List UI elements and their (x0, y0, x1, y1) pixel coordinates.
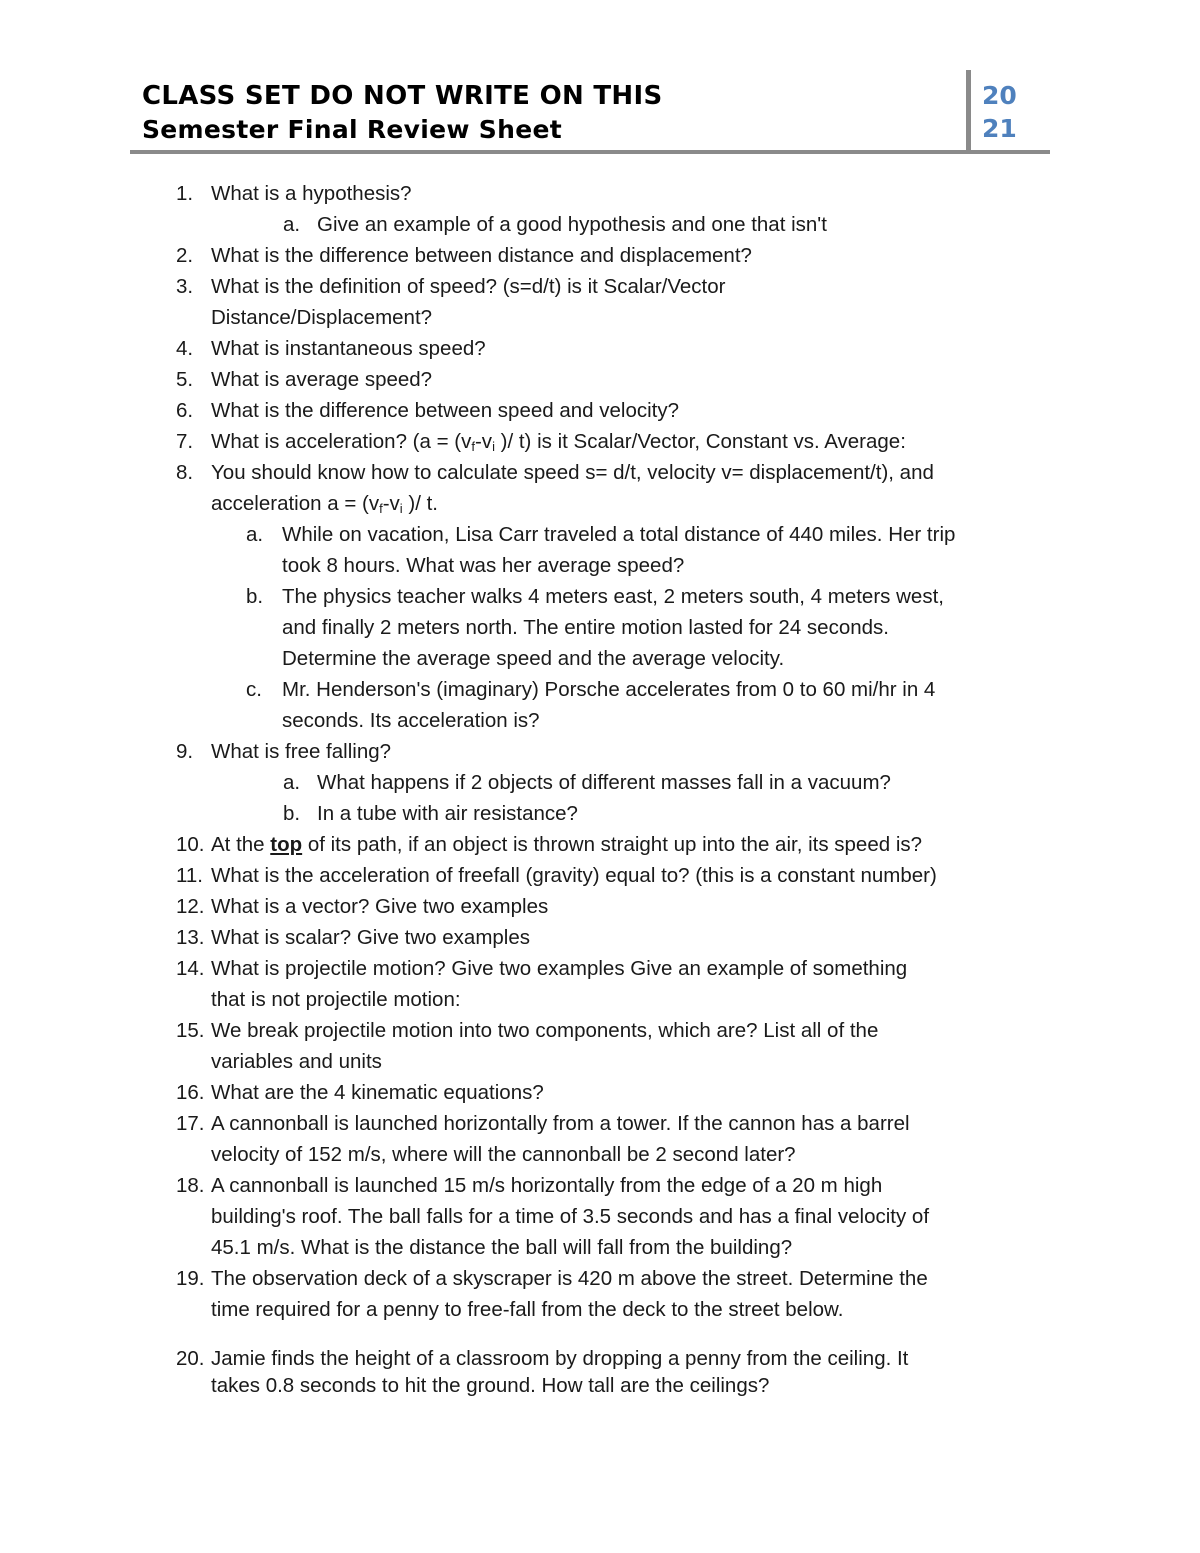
question-text: What is the difference between speed and velocity? (211, 399, 679, 422)
question-number: 2. (176, 244, 194, 267)
question-text-line: building's roof. The ball falls for a time of 3.5 seconds and has a final velocity of (211, 1205, 930, 1228)
question-10 (0, 829, 1200, 860)
question-14 (0, 953, 1200, 1015)
question-3 (0, 271, 1200, 333)
question-text-line: The observation deck of a skyscraper is 420 m above the street. Determine the (211, 1267, 928, 1290)
question-number: 9. (176, 740, 194, 763)
question-text: What is the difference between distance and displacement? (211, 244, 752, 267)
question-11 (0, 860, 1200, 891)
text-part: -v (474, 430, 493, 453)
sub-question-line: Determine the average speed and the average velocity. (282, 647, 785, 670)
question-text: What is a vector? Give two examples (211, 895, 549, 918)
question-number: 19. (176, 1267, 205, 1290)
sub-question-text: In a tube with air resistance? (317, 802, 578, 825)
question-20 (0, 1345, 1200, 1399)
sub-letter: c. (246, 678, 262, 701)
document-title: CLASS SET DO NOT WRITE ON THIS (142, 81, 663, 111)
sub-question-line: The physics teacher walks 4 meters east, 2 meters south, 4 meters west, (282, 585, 944, 608)
question-text-line: What is the definition of speed? (s=d/t) is it Scalar/Vector (211, 275, 726, 298)
question-12 (0, 891, 1200, 922)
question-number: 10. (176, 833, 205, 856)
question-7 (0, 426, 1200, 457)
question-number: 1. (176, 182, 194, 205)
sub-question-line: took 8 hours. What was her average speed? (282, 554, 685, 577)
question-8b (0, 581, 1072, 674)
document-subtitle: Semester Final Review Sheet (142, 115, 562, 144)
question-text: What is scalar? Give two examples (211, 926, 531, 949)
question-number: 6. (176, 399, 194, 422)
subscript-f: f (379, 501, 383, 516)
question-text-line: 45.1 m/s. What is the distance the ball will fall from the building? (211, 1236, 793, 1259)
question-17 (0, 1108, 1200, 1170)
question-text-line: time required for a penny to free-fall from the deck to the street below. (211, 1298, 844, 1321)
question-18 (0, 1170, 1200, 1263)
header-titles (142, 80, 663, 146)
question-number: 3. (176, 275, 194, 298)
spacer (0, 1325, 1200, 1345)
question-text-line: A cannonball is launched horizontally from a tower. If the cannon has a barrel (211, 1112, 910, 1135)
text-part: -v (382, 492, 400, 515)
question-text-line: velocity of 152 m/s, where will the cannonball be 2 second later? (211, 1143, 796, 1166)
question-9a (0, 767, 1200, 798)
question-text-line: A cannonball is launched 15 m/s horizontally from the edge of a 20 m high (211, 1174, 883, 1197)
question-text: What is a hypothesis? (211, 182, 412, 205)
question-4 (0, 333, 1200, 364)
question-number: 5. (176, 368, 194, 391)
question-text-line (211, 488, 1200, 519)
question-text-line: variables and units (211, 1050, 382, 1073)
question-13 (0, 922, 1200, 953)
question-text-line: that is not projectile motion: (211, 988, 461, 1011)
text-part: At the (211, 833, 271, 856)
header-divider (966, 70, 971, 154)
question-number: 16. (176, 1081, 205, 1104)
emphasized-word: top (270, 833, 303, 856)
sub-letter: b. (283, 802, 301, 825)
question-number: 4. (176, 337, 194, 360)
question-8c (0, 674, 1072, 736)
sub-question-line: Mr. Henderson's (imaginary) Porsche accelerates from 0 to 60 mi/hr in 4 (282, 678, 936, 701)
question-5 (0, 364, 1200, 395)
question-text: What is free falling? (211, 740, 392, 763)
text-part: acceleration a = (v (211, 492, 380, 515)
sub-letter: a. (283, 771, 301, 794)
question-list (0, 178, 1200, 1399)
question-number: 17. (176, 1112, 205, 1135)
question-number: 14. (176, 957, 205, 980)
question-text-line: Distance/Displacement? (211, 306, 433, 329)
text-part: )/ t. (402, 492, 438, 515)
sub-question-line: seconds. Its acceleration is? (282, 709, 540, 732)
question-text: What is the acceleration of freefall (gravity) equal to? (this is a constant number) (211, 864, 937, 887)
question-8 (0, 457, 1200, 519)
text-part: What is acceleration? (a = (v (211, 430, 472, 453)
text-part: )/ t) is it Scalar/Vector, Constant vs. Average: (494, 430, 906, 453)
question-number: 18. (176, 1174, 205, 1197)
sub-letter: b. (246, 585, 264, 608)
question-text (211, 829, 1200, 860)
question-number: 11. (176, 864, 203, 887)
question-9 (0, 736, 1200, 767)
subscript-f: f (471, 439, 475, 454)
question-text: What is instantaneous speed? (211, 337, 486, 360)
question-text-line: We break projectile motion into two components, which are? List all of the (211, 1019, 879, 1042)
question-15 (0, 1015, 1200, 1077)
document-header (130, 70, 1050, 154)
sub-question-text: Give an example of a good hypothesis and one that isn't (317, 213, 827, 236)
year-top: 20 (982, 81, 1017, 110)
question-19 (0, 1263, 1200, 1325)
question-1 (0, 178, 1200, 209)
subscript-i: i (399, 501, 403, 516)
question-text: What is average speed? (211, 368, 433, 391)
question-number: 8. (176, 461, 194, 484)
subscript-i: i (492, 439, 495, 454)
question-text-line: Jamie finds the height of a classroom by dropping a penny from the ceiling. It (211, 1347, 909, 1370)
question-text-line: You should know how to calculate speed s= d/t, velocity v= displacement/t), and (211, 461, 934, 484)
header-year (982, 79, 1017, 145)
question-text: What are the 4 kinematic equations? (211, 1081, 544, 1104)
sub-letter: a. (246, 523, 264, 546)
question-number: 12. (176, 895, 205, 918)
sub-question-line: and finally 2 meters north. The entire motion lasted for 24 seconds. (282, 616, 889, 639)
question-6 (0, 395, 1200, 426)
question-1a (0, 209, 1200, 240)
text-part: of its path, if an object is thrown straight up into the air, its speed is? (302, 833, 923, 856)
sub-question-line: While on vacation, Lisa Carr traveled a total distance of 440 miles. Her trip (282, 523, 956, 546)
question-number: 7. (176, 430, 194, 453)
question-text-line: What is projectile motion? Give two examples Give an example of something (211, 957, 908, 980)
sub-question-text: What happens if 2 objects of different masses fall in a vacuum? (317, 771, 891, 794)
question-text (211, 426, 1200, 457)
sub-letter: a. (283, 213, 301, 236)
question-text-line: takes 0.8 seconds to hit the ground. How tall are the ceilings? (211, 1374, 770, 1397)
year-bottom: 21 (982, 114, 1017, 143)
question-number: 20. (176, 1347, 205, 1370)
question-8a (0, 519, 1072, 581)
question-number: 13. (176, 926, 205, 949)
question-number: 15. (176, 1019, 205, 1042)
question-16 (0, 1077, 1200, 1108)
question-2 (0, 240, 1200, 271)
question-9b (0, 798, 1200, 829)
